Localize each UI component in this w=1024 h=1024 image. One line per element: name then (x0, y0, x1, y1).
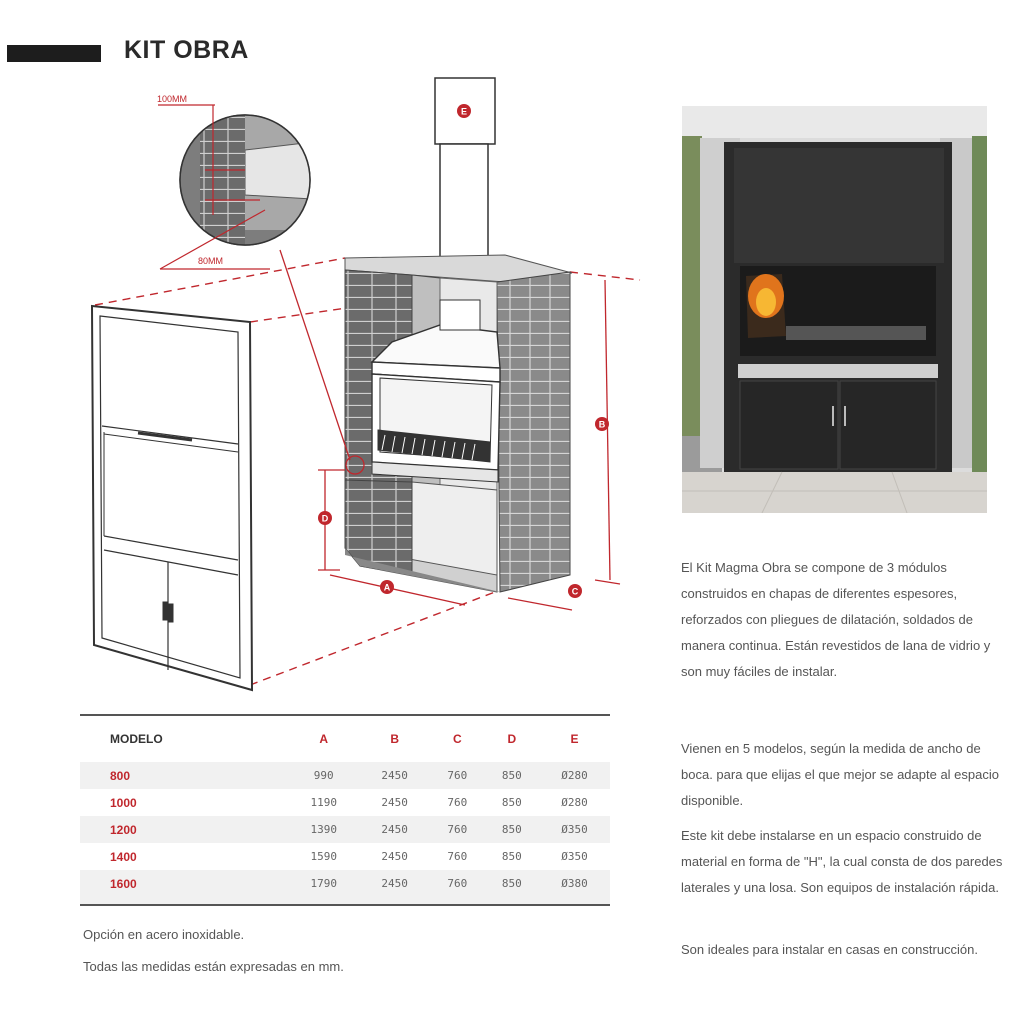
page-title: KIT OBRA (124, 36, 249, 64)
badge-b-label: B (598, 419, 606, 430)
description-paragraph-1: El Kit Magma Obra se compone de 3 módulos construidos en chapas de diferentes espesores, reforzados con pliegues de dilatación, soldados de manera continua. Están revestidos de lana de vidrio y son muy fáciles de instalar. (681, 560, 991, 679)
cell-d: 850 (485, 870, 539, 905)
detail-label-100mm: 100MM (157, 94, 188, 104)
cell-model: 1000 (110, 795, 137, 810)
cell-d: 850 (501, 796, 522, 809)
cell-model: 1400 (110, 849, 137, 864)
cell-a: 1590 (310, 850, 337, 863)
cell-b: 2450 (359, 870, 430, 905)
note-units: Todas las medidas están expresadas en mm. (83, 959, 344, 974)
cell-e: Ø350 (561, 850, 588, 863)
header-e: E (570, 732, 579, 746)
detail-circle (157, 94, 330, 269)
badge-a-icon (380, 580, 394, 594)
cell-d: 850 (485, 762, 539, 789)
cell-c: 760 (430, 816, 484, 843)
badge-e-label: E (460, 106, 468, 117)
cell-model: 800 (80, 762, 288, 789)
cell-b: 2450 (359, 762, 430, 789)
description-paragraph-3: Este kit debe instalarse en un espacio construido de material en forma de "H", la cual consta de dos paredes laterales y una losa. Son equipos de instalación rápida. (681, 828, 1003, 895)
cell-d: 850 (501, 850, 522, 863)
badge-c-icon (568, 584, 582, 598)
badge-b-icon (595, 417, 609, 431)
kit-obra-diagram (0, 70, 660, 710)
cell-b: 2450 (359, 816, 430, 843)
header-d: D (507, 732, 517, 746)
cell-e: Ø350 (539, 816, 610, 843)
title-accent-bar (7, 45, 101, 62)
table-row (80, 870, 610, 905)
description-paragraph-2: Vienen en 5 modelos, según la medida de ancho de boca. para que elijas el que mejor se adapte al espacio disponible. (681, 741, 999, 808)
cell-a: 1790 (288, 870, 359, 905)
detail-label-80mm: 80MM (198, 256, 224, 266)
cell-model: 1600 (80, 870, 288, 905)
header-a: A (319, 732, 329, 746)
cell-c: 760 (447, 850, 468, 863)
badge-e-icon (457, 104, 471, 118)
spec-table (80, 714, 610, 906)
cell-c: 760 (447, 796, 468, 809)
grill-unit (372, 362, 500, 482)
cell-e: Ø280 (561, 796, 588, 809)
right-wall (497, 272, 570, 592)
product-photo (682, 106, 987, 513)
table-header-row (80, 715, 610, 762)
badge-d-icon (318, 511, 332, 525)
cell-model: 1200 (80, 816, 288, 843)
cell-e: Ø280 (539, 762, 610, 789)
cell-c: 760 (430, 762, 484, 789)
badge-a-label: A (383, 582, 391, 593)
cell-a: 1190 (310, 796, 337, 809)
cell-a: 1390 (288, 816, 359, 843)
badge-c-label: C (571, 586, 579, 597)
description-paragraph-4: Son ideales para instalar en casas en construcción. (681, 942, 979, 957)
cell-b: 2450 (381, 796, 408, 809)
front-panel (92, 306, 252, 690)
table-row (80, 789, 610, 816)
header-b: B (390, 732, 399, 746)
table-row (80, 816, 610, 843)
cell-c: 760 (430, 870, 484, 905)
table-row (80, 843, 610, 870)
cell-a: 990 (288, 762, 359, 789)
cell-b: 2450 (381, 850, 408, 863)
note-stainless: Opción en acero inoxidable. (83, 927, 245, 942)
table-row (80, 762, 610, 789)
header-modelo: MODELO (110, 732, 163, 746)
cell-d: 850 (485, 816, 539, 843)
lower-left-wall (345, 480, 412, 575)
header-c: C (453, 732, 462, 746)
badge-d-label: D (321, 513, 329, 524)
cell-e: Ø380 (539, 870, 610, 905)
